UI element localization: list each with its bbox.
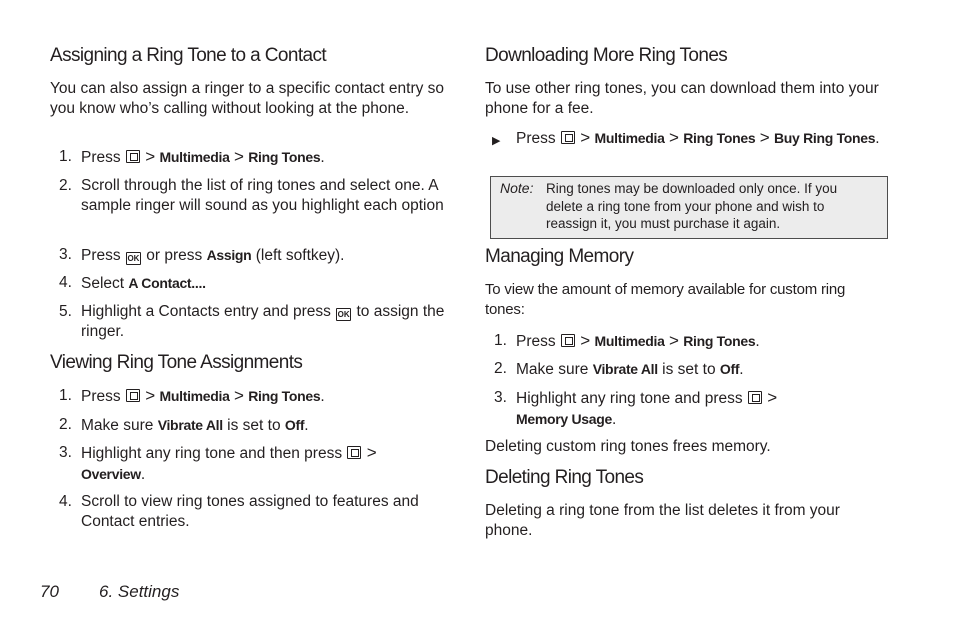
note-box <box>490 176 888 239</box>
heading-assigning: Assigning a Ring Tone to a Contact <box>50 45 327 66</box>
deleting-text: Deleting a ring tone from the list deletes it from your phone. <box>485 502 840 539</box>
heading-deleting: Deleting Ring Tones <box>485 467 644 488</box>
memory-step-3: 3. Highlight any ring tone and press > Memory Usage. <box>494 388 778 428</box>
assign-step-2: 2. Scroll through the list of ring tones and select one. A sample ringer will sound as you highlight each option <box>59 177 444 214</box>
memory-outro: Deleting custom ring tones frees memory. <box>485 438 771 455</box>
note-label: Note: <box>500 180 534 196</box>
heading-downloading: Downloading More Ring Tones <box>485 45 728 66</box>
menu-key-icon <box>561 131 575 144</box>
menu-key-icon <box>748 391 762 404</box>
menu-key-icon <box>126 389 140 402</box>
memory-step-2: 2. Make sure Vibrate All is set to Off. <box>494 360 744 378</box>
page-number: 70 <box>40 582 59 601</box>
menu-key-icon <box>561 334 575 347</box>
triangle-bullet-icon: ▶ <box>492 135 501 147</box>
heading-memory: Managing Memory <box>485 246 634 267</box>
viewing-step-4: 4. Scroll to view ring tones assigned to features and Contact entries. <box>59 493 419 530</box>
assign-step-3: 3. Press OK or press Assign (left softkey). <box>59 246 345 264</box>
assign-step-5: 5. Highlight a Contacts entry and press OK to assign the ringer. <box>59 303 445 340</box>
viewing-step-3: 3. Highlight any ring tone and then press > Overview. <box>59 443 377 483</box>
assign-step-4: 4. Select A Contact.... <box>59 274 206 292</box>
download-bullet: ▶ Press > Multimedia > Ring Tones > Buy Ring Tones. <box>485 128 893 149</box>
download-intro: To use other ring tones, you can download them into your phone for a fee. <box>485 80 879 117</box>
note-text: Ring tones may be downloaded only once. If you delete a ring tone from your phone and wish to reassign it, you must purchase it again. <box>546 181 838 231</box>
ok-key-icon: OK <box>337 310 350 319</box>
heading-viewing: Viewing Ring Tone Assignments <box>50 352 303 373</box>
ok-key-icon: OK <box>127 254 140 263</box>
menu-key-icon <box>126 150 140 163</box>
memory-intro: To view the amount of memory available for custom ring tones: <box>485 281 846 318</box>
assign-step-1: 1. Press > Multimedia > Ring Tones. <box>59 147 325 166</box>
memory-step-1: 1. Press > Multimedia > Ring Tones. <box>494 331 760 350</box>
menu-key-icon <box>347 446 361 459</box>
viewing-step-1: 1. Press > Multimedia > Ring Tones. <box>59 386 325 405</box>
section-title: 6. Settings <box>99 582 180 601</box>
assign-intro: You can also assign a ringer to a specific contact entry so you know who’s calling without looking at the phone. <box>50 80 445 117</box>
viewing-step-2: 2. Make sure Vibrate All is set to Off. <box>59 416 309 434</box>
